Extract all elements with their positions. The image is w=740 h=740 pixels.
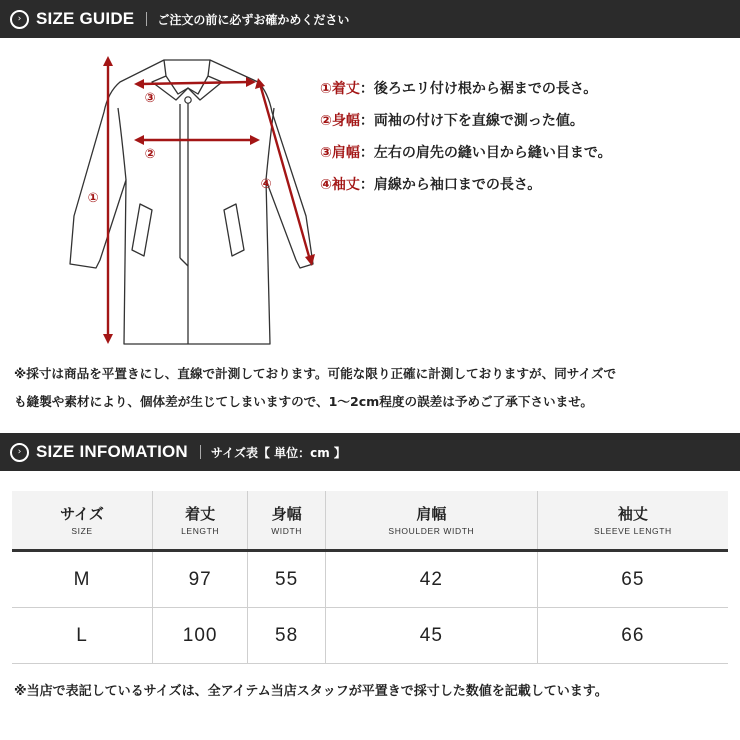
note-line: も縫製や素材により、個体差が生じてしまいますので、1〜2cm程度の誤差は予めご了承下さいませ。 xyxy=(14,394,594,409)
header-jp: 袖丈 xyxy=(617,505,648,523)
label-3: ③ xyxy=(144,91,156,106)
header-divider xyxy=(200,445,201,459)
shoulder-cell: 42 xyxy=(325,551,537,608)
size-table xyxy=(12,491,728,664)
header-cell-sleeve xyxy=(537,491,728,551)
definition-length xyxy=(320,72,730,104)
table-row xyxy=(12,608,728,664)
definition-key: ③肩幅 xyxy=(320,145,360,161)
header-en: WIDTH xyxy=(271,526,303,536)
measurement-note xyxy=(14,360,734,416)
header-jp: 肩幅 xyxy=(416,505,447,523)
definition-key: ④袖丈 xyxy=(320,177,360,193)
definition-key: ①着丈 xyxy=(320,81,360,97)
header-cell-width xyxy=(248,491,326,551)
label-2: ② xyxy=(144,147,156,162)
definition-text: ：肩線から袖口までの長さ。 xyxy=(359,177,542,193)
header-en: SIZE xyxy=(71,526,93,536)
size-guide-subtitle: ご注文の前に必ずお確かめください xyxy=(157,12,350,27)
size-information-subtitle: サイズ表【 単位：cm 】 xyxy=(210,445,346,460)
note-line: ※採寸は商品を平置きにし、直線で計測しております。可能な限り正確に計測しておりますが、同サイズで xyxy=(14,366,617,381)
sleeve-cell: 66 xyxy=(537,608,728,664)
header-en: LENGTH xyxy=(181,526,220,536)
coat-measurement-diagram xyxy=(60,48,330,348)
header-cell-size xyxy=(12,491,153,551)
header-cell-shoulder xyxy=(325,491,537,551)
table-row xyxy=(12,551,728,608)
shoulder-cell: 45 xyxy=(325,608,537,664)
definition-key: ②身幅 xyxy=(320,113,360,129)
size-note: ※当店で表記しているサイズは、全アイテム当店スタッフが平置きで採寸した数値を記載しています。 xyxy=(14,684,608,699)
header-jp: 身幅 xyxy=(271,505,302,523)
definition-width xyxy=(320,104,730,136)
measurement-definitions xyxy=(320,72,730,200)
header-en: SHOULDER WIDTH xyxy=(388,526,475,536)
size-cell: M xyxy=(12,551,153,608)
size-guide-header xyxy=(0,0,740,38)
size-cell: L xyxy=(12,608,153,664)
header-en: SLEEVE LENGTH xyxy=(594,526,672,536)
label-4: ④ xyxy=(260,177,272,192)
width-cell: 58 xyxy=(248,608,326,664)
chevron-right-circle-icon: › xyxy=(10,443,29,462)
label-1: ① xyxy=(87,191,99,206)
length-cell: 97 xyxy=(153,551,248,608)
definition-text: ：両袖の付け下を直線で測った値。 xyxy=(359,113,584,129)
header-jp: サイズ xyxy=(60,505,104,523)
header-cell-length xyxy=(153,491,248,551)
definition-shoulder xyxy=(320,136,730,168)
size-information-title: SIZE INFOMATION xyxy=(36,442,188,461)
table-header-row xyxy=(12,491,728,551)
size-guide-title: SIZE GUIDE xyxy=(36,9,135,28)
header-jp: 着丈 xyxy=(185,505,216,523)
sleeve-cell: 65 xyxy=(537,551,728,608)
width-cell: 55 xyxy=(248,551,326,608)
size-information-header xyxy=(0,433,740,471)
chevron-right-circle-icon: › xyxy=(10,10,29,29)
length-cell: 100 xyxy=(153,608,248,664)
header-divider xyxy=(146,12,147,26)
definition-sleeve xyxy=(320,168,730,200)
definition-text: ：左右の肩先の縫い目から縫い目まで。 xyxy=(359,145,612,161)
definition-text: ：後ろエリ付け根から裾までの長さ。 xyxy=(359,81,598,97)
